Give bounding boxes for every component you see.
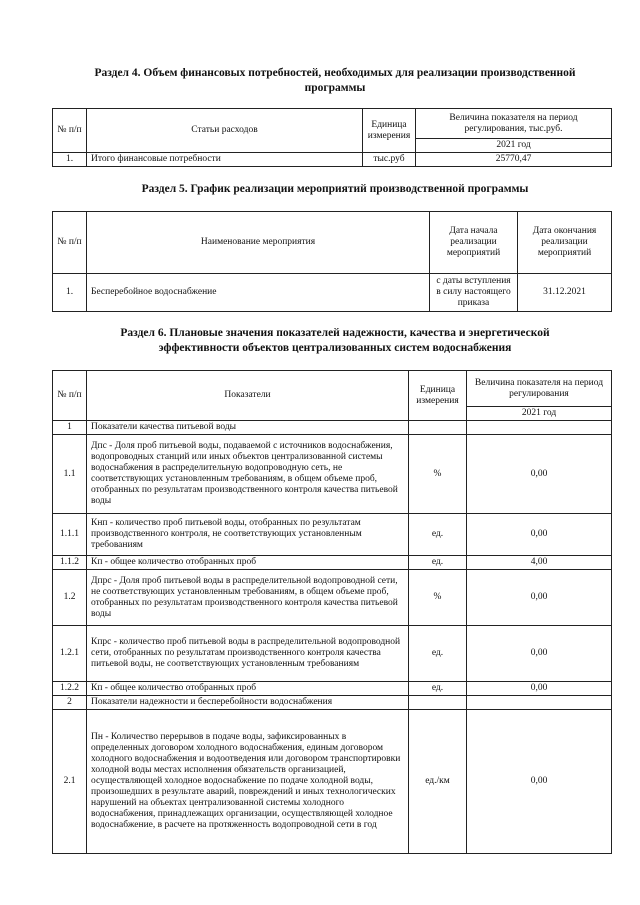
row-num: 2.1 [53,710,87,854]
table-row [53,570,612,626]
row-indicator: Показатели качества питьевой воды [87,421,409,435]
financial-needs-table [52,108,612,167]
section-6-title-line1: Раздел 6. Плановые значения показателей надежности, качества и энергетической [120,327,550,339]
row-value: 4,00 [467,556,612,570]
col-year-header: 2021 год [416,139,612,153]
row-num: 1.2.2 [53,682,87,696]
row-unit: % [409,570,467,626]
col-value-header: Величина показателя на период регулирования, тыс.руб. [416,109,612,139]
col-start-header: Дата начала реализации мероприятий [430,212,518,274]
row-indicator: Пн - Количество перерывов в подаче воды, зафиксированных в определенных договором холодного водоснабжения, единым договором холодного водоснабжения и водоотведения или договором транспортировки холодной воды местах исполнения обязательств организацией, осуществляющей холодное водоснабжение по подаче холодной воды, произошедших в результате аварий, повреждений и иных технологических нарушений на объектах централизованной системы холодного водоснабжения, принадлежащих организации, осуществляющей холодное водоснабжение, в расчете на протяженность водопроводной сети в год [87,710,409,854]
row-unit [409,421,467,435]
row-value [467,421,612,435]
row-num: 1.1 [53,435,87,514]
row-end: 31.12.2021 [518,274,612,312]
table-row [53,696,612,710]
col-unit-header: Единица измерения [363,109,416,153]
row-value: 0,00 [467,626,612,682]
section-5-title: Раздел 5. График реализации мероприятий производственной программы [141,183,529,195]
col-num-header: № п/п [53,109,87,153]
row-indicator: Кп - общее количество отобранных проб [87,682,409,696]
col-indicator-header: Показатели [87,371,409,421]
section-4-title-line1: Раздел 4. Объем финансовых потребностей, необходимых для реализации производственной [94,67,576,79]
table-row [53,626,612,682]
row-value: 0,00 [467,435,612,514]
section-4-title-line2: программы [304,82,366,94]
table-row [53,274,612,312]
section-4-title [40,66,630,96]
row-value: 25770,47 [416,153,612,167]
row-num: 1.2 [53,570,87,626]
row-unit: ед./км [409,710,467,854]
row-unit: ед. [409,556,467,570]
schedule-table [52,211,612,312]
row-item: Итого финансовые потребности [87,153,363,167]
section-6-title [40,326,630,356]
table-row [53,421,612,435]
row-unit: ед. [409,626,467,682]
row-num: 1 [53,421,87,435]
indicators-table [52,370,612,854]
row-name: Бесперебойное водоснабжение [87,274,430,312]
col-end-header: Дата окончания реализации мероприятий [518,212,612,274]
row-value [467,696,612,710]
row-unit: % [409,435,467,514]
section-6-title-line2: эффективности объектов централизованных систем водоснабжения [158,342,512,354]
row-indicator: Дпрс - Доля проб питьевой воды в распределительной водопроводной сети, не соответствующих установленным требованиям, в общем объеме проб, отобранных по результатам производственного контроля качества питьевой воды [87,570,409,626]
table-row [53,556,612,570]
row-unit: ед. [409,682,467,696]
col-num-header: № п/п [53,212,87,274]
row-indicator: Дпс - Доля проб питьевой воды, подаваемой с источников водоснабжения, водопроводных станций или иных объектов централизованной системы водоснабжения в распределительную водопроводную сеть, не соответствующих установленным требованиям, в общем объеме проб, отобранных по результатам производственного контроля качества питьевой воды [87,435,409,514]
row-unit: тыс.руб [363,153,416,167]
row-num: 2 [53,696,87,710]
row-value: 0,00 [467,710,612,854]
table-row [53,682,612,696]
row-unit: ед. [409,514,467,556]
col-num-header: № п/п [53,371,87,421]
row-num: 1.1.1 [53,514,87,556]
row-num: 1.1.2 [53,556,87,570]
col-year-header: 2021 год [467,407,612,421]
row-indicator: Кпрс - количество проб питьевой воды в распределительной водопроводной сети, отобранных по результатам производственного контроля качества питьевой воды, не соответствующих установленным требованиям [87,626,409,682]
col-value-header: Величина показателя на период регулирования [467,371,612,407]
row-value: 0,00 [467,682,612,696]
row-value: 0,00 [467,514,612,556]
col-item-header: Статьи расходов [87,109,363,153]
row-num: 1. [53,153,87,167]
table-row [53,514,612,556]
row-unit [409,696,467,710]
table-row [53,435,612,514]
row-num: 1.2.1 [53,626,87,682]
col-name-header: Наименование мероприятия [87,212,430,274]
row-indicator: Показатели надежности и бесперебойности водоснабжения [87,696,409,710]
table-row [53,153,612,167]
row-indicator: Кнп - количество проб питьевой воды, отобранных по результатам производственного контроля, не соответствующих установленным требованиям [87,514,409,556]
col-unit-header: Единица измерения [409,371,467,421]
table-row [53,710,612,854]
row-start: с даты вступления в силу настоящего приказа [430,274,518,312]
row-indicator: Кп - общее количество отобранных проб [87,556,409,570]
row-value: 0,00 [467,570,612,626]
row-num: 1. [53,274,87,312]
